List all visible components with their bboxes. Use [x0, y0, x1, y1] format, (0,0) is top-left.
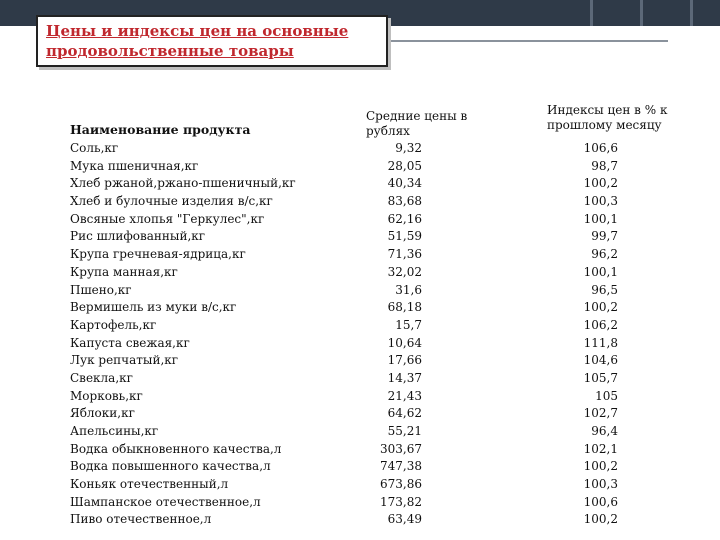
- product-name: Рис шлифованный,кг: [70, 229, 206, 244]
- table-row: [0, 335, 720, 353]
- product-name: Шампанское отечественное,л: [70, 494, 261, 509]
- price-index: 100,1: [583, 264, 618, 279]
- price-index: 96,2: [591, 247, 618, 262]
- average-price: 673,86: [380, 477, 422, 492]
- table-row: [0, 405, 720, 423]
- price-index: 100,2: [583, 300, 618, 315]
- header-index-line-2: прошлому месяцу: [547, 118, 662, 132]
- table-row: [0, 299, 720, 317]
- table-row: [0, 476, 720, 494]
- table-row: [0, 441, 720, 459]
- average-price: 63,49: [387, 512, 422, 527]
- price-index: 106,2: [583, 317, 618, 332]
- header-price-line-2: рублях: [366, 124, 410, 138]
- table-row: [0, 317, 720, 335]
- average-price: 71,36: [387, 247, 422, 262]
- average-price: 32,02: [387, 264, 422, 279]
- price-index: 111,8: [583, 335, 618, 350]
- average-price: 9,32: [395, 141, 422, 155]
- table-row: [0, 494, 720, 512]
- table-row: [0, 175, 720, 193]
- product-name: Крупа манная,кг: [70, 264, 178, 279]
- title-line-1: Цены и индексы цен на основные: [46, 22, 349, 40]
- average-price: 14,37: [387, 370, 422, 385]
- product-name: Яблоки,кг: [70, 406, 135, 421]
- average-price: 173,82: [380, 494, 422, 509]
- average-price: 21,43: [387, 388, 422, 403]
- table-row: [0, 228, 720, 246]
- product-name: Капуста свежая,кг: [70, 335, 190, 350]
- table-row: [0, 370, 720, 388]
- table-row: [0, 211, 720, 229]
- average-price: 51,59: [387, 229, 422, 244]
- average-price: 28,05: [387, 158, 422, 173]
- product-name: Вермишель из муки в/с,кг: [70, 300, 237, 315]
- table-row: [0, 423, 720, 441]
- title-line-2: продовольственные товары: [46, 42, 294, 60]
- product-name: Пшено,кг: [70, 282, 132, 297]
- table-row: [0, 388, 720, 406]
- header-price-line-1: Средние цены в: [366, 109, 468, 123]
- bar-divider: [690, 0, 693, 26]
- table-row: [0, 511, 720, 529]
- price-index: 104,6: [583, 353, 618, 368]
- product-name: Апельсины,кг: [70, 424, 159, 438]
- price-index: 100,6: [583, 494, 618, 509]
- product-name: Картофель,кг: [70, 317, 157, 332]
- price-index: 100,2: [583, 459, 618, 474]
- price-index: 106,6: [583, 141, 618, 155]
- product-name: Хлеб ржаной,ржано-пшеничный,кг: [70, 176, 296, 191]
- price-index: 102,1: [583, 441, 618, 456]
- table-row: [0, 246, 720, 264]
- bar-divider: [640, 0, 643, 26]
- table-row: [0, 352, 720, 370]
- average-price: 62,16: [387, 211, 422, 226]
- header-product-name: Наименование продукта: [70, 122, 251, 137]
- product-name: Мука пшеничная,кг: [70, 158, 199, 173]
- average-price: 15,7: [395, 317, 422, 332]
- average-price: 31,6: [395, 282, 422, 297]
- product-name: Водка обыкновенного качества,л: [70, 441, 282, 456]
- title-box: [36, 15, 388, 67]
- average-price: 17,66: [387, 353, 422, 368]
- price-table: [0, 140, 720, 529]
- price-index: 100,1: [583, 211, 618, 226]
- product-name: Пиво отечественное,л: [70, 512, 212, 527]
- product-name: Овсяные хлопья "Геркулес",кг: [70, 211, 265, 226]
- average-price: 303,67: [380, 441, 422, 456]
- product-name: Водка повышенного качества,л: [70, 459, 271, 474]
- price-index: 96,5: [591, 282, 618, 297]
- header-index-line-1: Индексы цен в % к: [547, 103, 668, 117]
- average-price: 747,38: [380, 459, 422, 474]
- product-name: Соль,кг: [70, 141, 119, 155]
- average-price: 83,68: [387, 194, 422, 209]
- average-price: 55,21: [387, 424, 422, 438]
- price-index: 100,2: [583, 176, 618, 191]
- product-name: Крупа гречневая-ядрица,кг: [70, 247, 246, 262]
- price-index: 100,3: [583, 477, 618, 492]
- price-index: 105: [595, 388, 618, 403]
- average-price: 68,18: [387, 300, 422, 315]
- product-name: Хлеб и булочные изделия в/с,кг: [70, 194, 273, 209]
- product-name: Лук репчатый,кг: [70, 353, 179, 368]
- header-price-index: [547, 103, 687, 133]
- price-index: 105,7: [583, 370, 618, 385]
- table-row: [0, 458, 720, 476]
- average-price: 40,34: [387, 176, 422, 191]
- price-index: 96,4: [591, 424, 618, 438]
- product-name: Свекла,кг: [70, 370, 133, 385]
- average-price: 64,62: [387, 406, 422, 421]
- price-index: 102,7: [583, 406, 618, 421]
- price-index: 98,7: [591, 158, 618, 173]
- price-index: 99,7: [591, 229, 618, 244]
- table-row: [0, 140, 720, 158]
- price-index: 100,2: [583, 512, 618, 527]
- table-row: [0, 193, 720, 211]
- table-row: [0, 282, 720, 300]
- table-row: [0, 158, 720, 176]
- accent-line: [388, 40, 668, 42]
- header-average-price: [366, 109, 486, 139]
- table-row: [0, 264, 720, 282]
- average-price: 10,64: [387, 335, 422, 350]
- product-name: Коньяк отечественный,л: [70, 477, 229, 492]
- bar-divider: [590, 0, 593, 26]
- price-index: 100,3: [583, 194, 618, 209]
- product-name: Морковь,кг: [70, 388, 143, 403]
